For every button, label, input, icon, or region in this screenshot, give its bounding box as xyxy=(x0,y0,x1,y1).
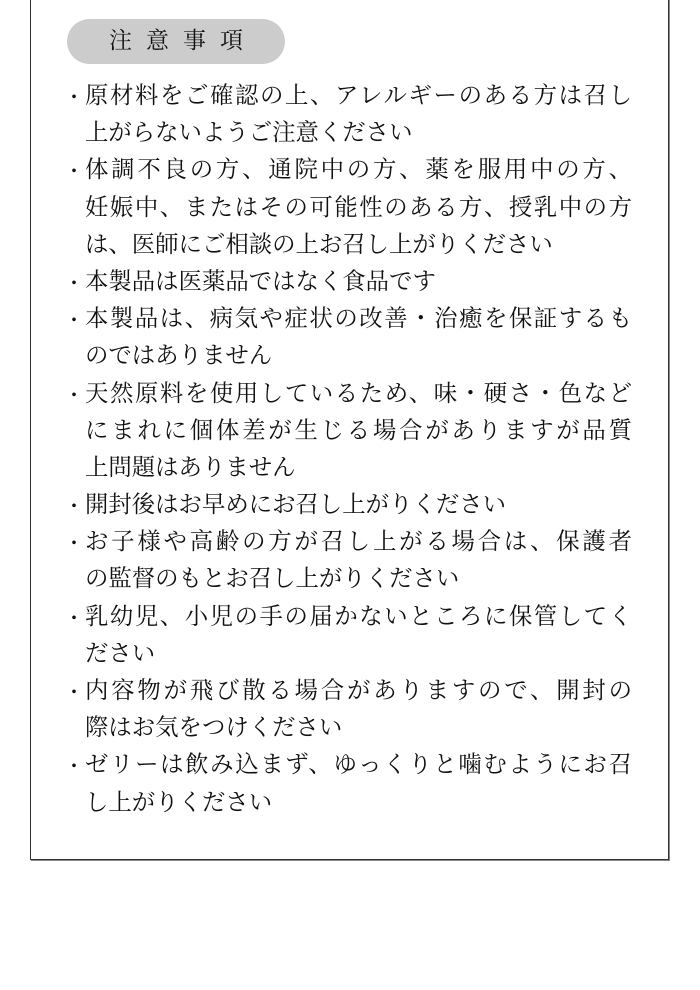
bullet-icon: ・ xyxy=(64,159,84,184)
precaution-line: 内容物が飛び散る場合がありますので、開封の xyxy=(85,676,632,704)
bullet-icon: ・ xyxy=(64,382,84,407)
precaution-item xyxy=(64,300,634,374)
precaution-line: 際はお気をつけください xyxy=(85,713,343,742)
precaution-line: ださい xyxy=(85,638,156,667)
precaution-line: 本製品は医薬品ではなく食品です xyxy=(85,266,436,295)
precaution-line: 天然原料を使用しているため、味・硬さ・色など xyxy=(85,378,632,407)
precaution-item xyxy=(64,598,634,672)
precautions-list xyxy=(64,77,634,821)
precaution-item xyxy=(64,263,634,300)
precaution-line: は、医師にご相談の上お召し上がりください xyxy=(85,229,553,258)
bullet-icon: ・ xyxy=(64,680,84,705)
precaution-line: ゼリーは飲み込まず、ゆっくりと噛むようにお召 xyxy=(85,750,632,779)
precaution-line: 妊娠中、またはその可能性のある方、授乳中の方 xyxy=(85,192,632,221)
precaution-line: 開封後はお早めにお召し上がりください xyxy=(85,490,507,519)
precautions-heading-pill xyxy=(67,19,285,64)
precaution-item xyxy=(64,746,634,820)
bullet-icon: ・ xyxy=(64,308,84,333)
precaution-item xyxy=(64,486,634,523)
precaution-line: にまれに個体差が生じる場合がありますが品質 xyxy=(85,415,632,444)
precaution-line: 上問題はありません xyxy=(85,452,296,481)
precaution-line: 上がらないようご注意ください xyxy=(85,118,413,147)
precaution-line: 原材料をご確認の上、アレルギーのある方は召し xyxy=(85,81,632,109)
bullet-icon: ・ xyxy=(64,531,84,556)
precaution-item xyxy=(64,375,634,487)
precaution-line: のではありません xyxy=(85,341,273,370)
precaution-line: 体調不良の方、通院中の方、薬を服用中の方、 xyxy=(85,155,632,184)
bullet-icon: ・ xyxy=(64,271,84,296)
bullet-icon: ・ xyxy=(64,85,84,110)
precaution-item xyxy=(64,77,634,151)
precaution-item xyxy=(64,523,634,597)
precautions-box xyxy=(30,0,669,860)
bullet-icon: ・ xyxy=(64,754,84,779)
precaution-line: お子様や高齢の方が召し上がる場合は、保護者 xyxy=(85,527,632,556)
precaution-line: し上がりください xyxy=(85,787,273,816)
precaution-line: の監督のもとお召し上がりください xyxy=(85,564,460,593)
precaution-line: 本製品は、病気や症状の改善・治癒を保証するも xyxy=(85,304,632,333)
precaution-line: 乳幼児、小児の手の届かないところに保管してく xyxy=(85,601,632,630)
bullet-icon: ・ xyxy=(64,494,84,519)
precaution-item xyxy=(64,151,634,263)
bullet-icon: ・ xyxy=(64,605,84,630)
precaution-item xyxy=(64,672,634,746)
precautions-heading: 注意事項 xyxy=(109,28,257,54)
